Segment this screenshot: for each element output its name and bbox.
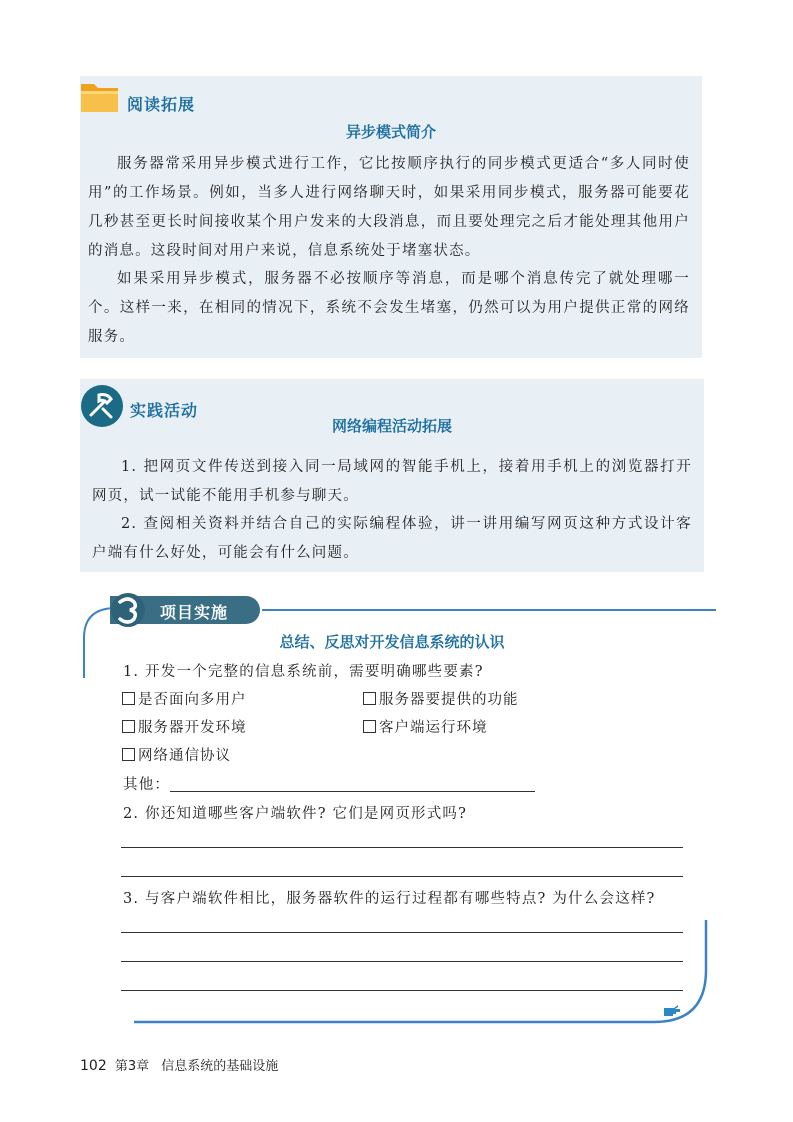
practice-paragraph-1: 1. 把网页文件传送到接入同一局域网的智能手机上，接着用手机上的浏览器打开网页，试一试能不能用手机参与聊天。	[92, 459, 692, 504]
folder-icon	[78, 79, 122, 115]
checkbox-option-2[interactable]: 服务器要提供的功能	[363, 686, 519, 715]
chapter-title: 信息系统的基础设施	[161, 1059, 279, 1074]
project-title: 总结、反思对开发信息系统的认识	[279, 633, 505, 651]
checkbox-option-5[interactable]: 网络通信协议	[122, 742, 231, 771]
page-footer	[80, 1055, 278, 1074]
answer-line[interactable]	[121, 932, 683, 933]
other-label: 其他：	[123, 777, 171, 793]
project-heading: 项目实施	[160, 603, 229, 622]
practice-paragraph-2: 2. 查阅相关资料并结合自己的实际编程体验，讲一讲用编写网页这种方式设计客户端有什么好处，可能会有什么问题。	[92, 516, 692, 561]
hand-pointer-icon	[662, 1004, 682, 1018]
reading-paragraph-1: 服务器常采用异步模式进行工作，它比按顺序执行的同步模式更适合“多人同时使用”的工作场景。例如，当多人进行网络聊天时，如果采用同步模式，服务器可能要花几秒甚至更长时间接收某个用户发来的大段消息，而且要处理完之后才能处理其他用户的消息。这段时间对用户来说，信息系统处于堵塞状态。	[88, 156, 690, 259]
question-2: 2. 你还知道哪些客户端软件? 它们是网页形式吗?	[123, 806, 468, 822]
practice-heading: 实践活动	[130, 401, 199, 420]
project-badge-icon	[104, 590, 152, 630]
checkbox-option-3[interactable]: 服务器开发环境	[122, 714, 247, 743]
other-answer-line[interactable]	[170, 791, 535, 792]
checkbox-option-4[interactable]: 客户端运行环境	[363, 714, 488, 743]
checkbox-option-1[interactable]: 是否面向多用户	[122, 686, 247, 715]
question-1: 1. 开发一个完整的信息系统前，需要明确哪些要素?	[123, 664, 484, 680]
practice-title: 网络编程活动拓展	[331, 417, 452, 435]
answer-line[interactable]	[121, 961, 683, 962]
answer-line[interactable]	[121, 847, 683, 848]
answer-line[interactable]	[121, 876, 683, 877]
chapter-number: 第3章	[114, 1059, 150, 1074]
answer-line[interactable]	[121, 990, 683, 991]
question-3: 3. 与客户端软件相比，服务器软件的运行过程都有哪些特点? 为什么会这样?	[123, 891, 656, 907]
reading-paragraph-2: 如果采用异步模式，服务器不必按顺序等消息，而是哪个消息传完了就处理哪一个。这样一来，在相同的情况下，系统不会发生堵塞，仍然可以为用户提供正常的网络服务。	[88, 271, 690, 345]
reading-title: 异步模式简介	[345, 123, 436, 141]
reading-heading: 阅读拓展	[127, 95, 196, 114]
page-number: 102	[80, 1058, 107, 1074]
